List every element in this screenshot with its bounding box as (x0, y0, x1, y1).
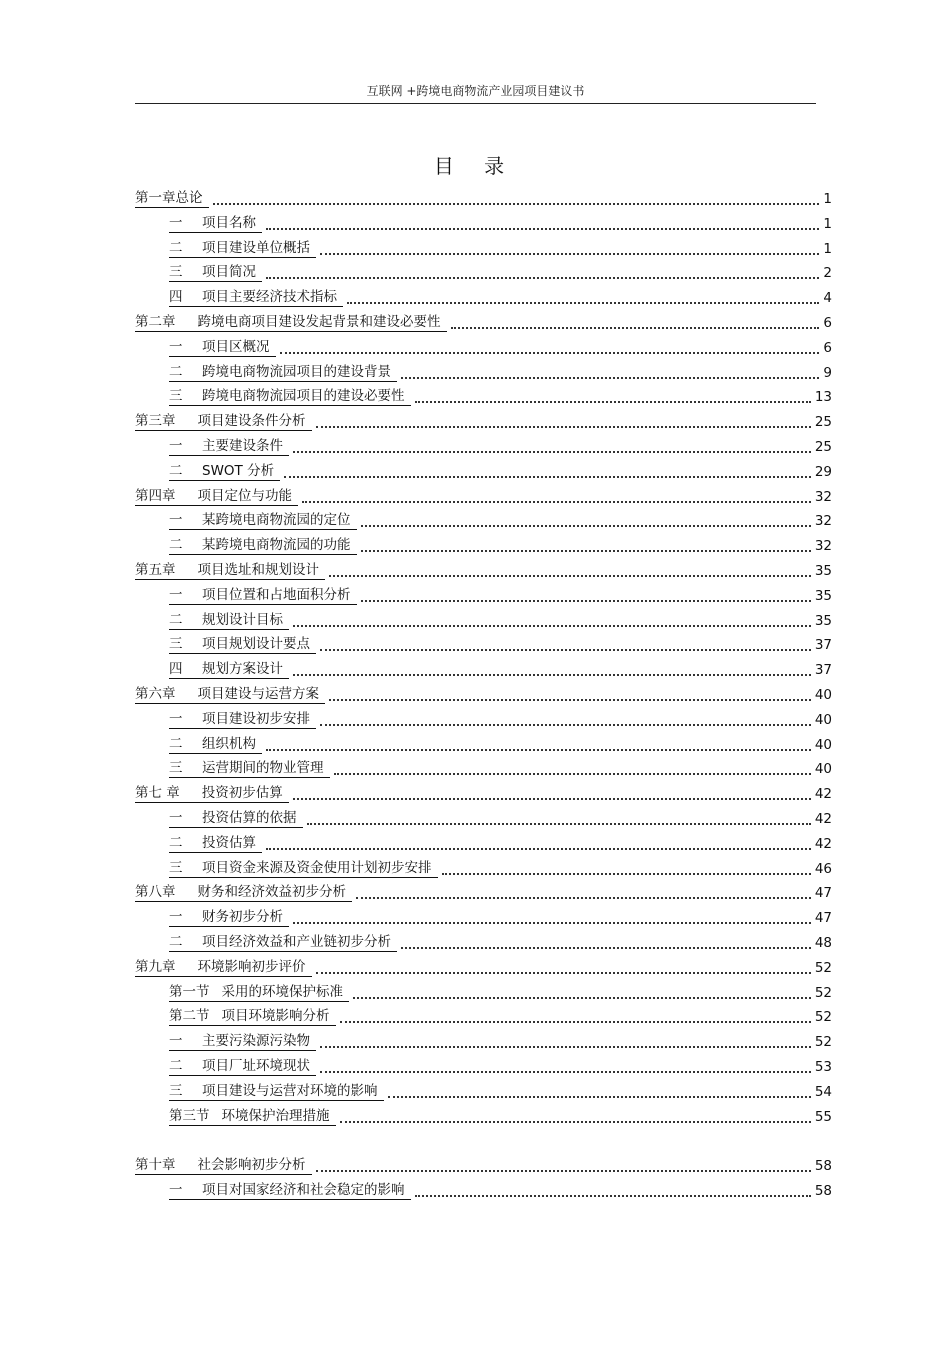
dot-leader (293, 922, 811, 924)
toc-entry-text: 主要污染源污染物 (202, 1033, 310, 1050)
toc-entry-number: 第四章 (135, 487, 176, 504)
toc-section-entry[interactable] (169, 1031, 832, 1051)
dot-leader (320, 649, 811, 651)
dot-leader (329, 575, 811, 577)
dot-leader (302, 501, 811, 503)
toc-entry-label (169, 511, 357, 530)
toc-page-number: 1 (823, 240, 832, 257)
toc-entry-text: 项目建设与运营方案 (197, 686, 319, 702)
dot-leader (451, 327, 820, 329)
toc-entry-text: 项目资金来源及资金使用计划初步安排 (202, 859, 432, 876)
toc-page-number: 1 (823, 191, 832, 207)
dot-leader (316, 972, 811, 974)
toc-entry-text: 规划设计目标 (202, 611, 283, 628)
toc-page-number: 55 (814, 1108, 832, 1125)
toc-section-entry[interactable] (169, 213, 832, 233)
toc-page-number: 2 (823, 265, 832, 282)
dot-leader (293, 451, 811, 453)
toc-entry-label (169, 263, 262, 282)
toc-page-number: 53 (814, 1059, 832, 1075)
toc-entry-label (135, 313, 447, 332)
toc-entry-text: 社会影响初步分析 (197, 1157, 306, 1174)
toc-entry-text: 项目环境影响分析 (221, 1008, 330, 1025)
toc-entry-text: 投资估算的依据 (202, 810, 297, 826)
toc-entry-number: 一 (169, 438, 183, 454)
toc-chapter-entry[interactable] (135, 1155, 832, 1175)
toc-chapter-entry[interactable] (135, 312, 832, 332)
toc-page-number: 58 (814, 1158, 832, 1175)
toc-entry-number: 一 (169, 1033, 183, 1050)
toc-entry-label (169, 288, 343, 307)
toc-page-number: 52 (814, 1009, 832, 1026)
toc-entry-number: 第二章 (135, 314, 176, 330)
dot-leader (356, 897, 811, 899)
toc-entry-text: 项目经济效益和产业链初步分析 (202, 934, 391, 950)
toc-entry-label (169, 462, 280, 481)
toc-entry-label (135, 487, 298, 506)
dot-leader (329, 699, 811, 701)
toc-page-number: 32 (814, 513, 832, 530)
dot-leader (320, 253, 819, 255)
toc-entry-text: 项目选址和规划设计 (197, 562, 319, 578)
toc-entry-label (169, 1057, 316, 1076)
toc-page-number: 42 (814, 786, 832, 803)
toc-entry-text: 项目厂址环境现状 (202, 1058, 310, 1074)
toc-section-entry[interactable] (169, 858, 832, 878)
toc-section-entry[interactable] (169, 833, 832, 853)
toc-entry-label (135, 958, 312, 977)
toc-entry-text: 财务初步分析 (202, 909, 283, 926)
toc-page-number: 6 (823, 339, 832, 356)
toc-section-entry[interactable] (169, 1006, 832, 1026)
toc-entry-label (169, 586, 357, 605)
toc-page-number: 37 (814, 637, 832, 654)
dot-leader (334, 773, 811, 775)
toc-page-number: 6 (823, 315, 832, 331)
toc-section-entry[interactable] (169, 1081, 832, 1101)
toc-entry-text: 跨境电商物流园项目的建设背景 (202, 363, 391, 380)
toc-chapter-entry[interactable] (135, 560, 832, 580)
toc-page-number: 52 (814, 984, 832, 1001)
toc-entry-text: 环境保护治理措施 (221, 1107, 330, 1124)
toc-page-number: 40 (814, 687, 832, 703)
dot-leader (361, 600, 811, 602)
toc-entry-text: 第一章总论 (135, 190, 203, 206)
dot-leader (388, 1096, 811, 1098)
toc-entry-text: 项目定位与功能 (197, 487, 292, 504)
dot-leader (307, 823, 811, 825)
toc-entry-label (135, 784, 289, 803)
toc-entry-text: 运营期间的物业管理 (202, 760, 324, 777)
toc-entry-label (169, 908, 289, 927)
toc-entry-label (169, 437, 289, 456)
toc-entry-number: 第三节 (169, 1107, 210, 1124)
dot-leader (266, 848, 811, 850)
toc-entry-number: 四 (169, 661, 183, 678)
toc-entry-number: 三 (169, 264, 183, 281)
dot-leader (401, 377, 819, 379)
toc-entry-text: 项目建设条件分析 (197, 413, 306, 430)
toc-entry-text: 财务和经济效益初步分析 (197, 884, 346, 901)
toc-entry-label (169, 1181, 411, 1200)
dot-leader (320, 724, 811, 726)
dot-leader (401, 947, 811, 949)
toc-section-entry[interactable] (169, 1056, 832, 1076)
toc-entry-label (169, 536, 357, 555)
toc-entry-number: 一 (169, 338, 183, 355)
toc-entry-number: 一 (169, 1182, 183, 1198)
toc-entry-number: 二 (169, 934, 183, 950)
dot-leader (284, 476, 811, 478)
toc-section-entry[interactable] (169, 510, 832, 530)
toc-entry-label (135, 412, 312, 431)
toc-entry-number: 二 (169, 611, 183, 628)
toc-entry-number: 一 (169, 710, 183, 727)
toc-entry-text: 跨境电商项目建设发起背景和建设必要性 (197, 314, 441, 330)
toc-section-entry[interactable] (169, 337, 832, 357)
toc-entry-number: 第三章 (135, 413, 176, 430)
toc-entry-number: 三 (169, 859, 183, 876)
toc-section-entry[interactable] (169, 907, 832, 927)
toc-page-number: 46 (814, 860, 832, 877)
toc-entry-number: 二 (169, 834, 183, 851)
toc-entry-label (169, 1082, 384, 1101)
toc-entry-text: 某跨境电商物流园的功能 (202, 537, 351, 554)
toc-entry-label (169, 809, 303, 828)
toc-page-number: 35 (814, 563, 832, 579)
dot-leader (415, 401, 811, 403)
dot-leader (316, 1170, 811, 1172)
toc-page-number: 40 (814, 736, 832, 753)
toc-entry-number: 一 (169, 586, 183, 603)
toc-page-number: 54 (814, 1083, 832, 1100)
dot-leader (340, 1121, 811, 1123)
toc-entry-label (169, 635, 316, 654)
toc-entry-text: 项目建设初步安排 (202, 710, 310, 727)
toc-entry-text: 项目名称 (202, 214, 256, 231)
toc-section-entry[interactable] (169, 585, 832, 605)
toc-page-number: 40 (814, 711, 832, 728)
dot-leader (293, 625, 811, 627)
dot-leader (280, 352, 820, 354)
toc-entry-label (169, 1107, 336, 1126)
toc-page-number: 1 (823, 215, 832, 232)
dot-leader (266, 749, 811, 751)
toc-entry-text: 跨境电商物流园项目的建设必要性 (202, 388, 405, 405)
toc-entry-label (169, 710, 316, 729)
toc-section-entry[interactable] (169, 659, 832, 679)
toc-entry-label (135, 189, 209, 208)
toc-entry-label (169, 983, 349, 1002)
toc-section-entry[interactable] (169, 610, 832, 630)
toc-page-number: 40 (814, 761, 832, 778)
toc-section-entry[interactable] (169, 1180, 832, 1200)
toc-entry-number: 一 (169, 214, 183, 231)
toc-entry-number: 四 (169, 289, 183, 306)
page-header: 互联网 +跨境电商物流产业园项目建议书 (366, 84, 585, 98)
toc-entry-text: 项目规划设计要点 (202, 636, 310, 653)
toc-section-entry[interactable] (169, 932, 832, 952)
toc-entry-number: 第九章 (135, 958, 176, 975)
toc-chapter-entry[interactable] (135, 486, 832, 506)
toc-page-number: 42 (814, 835, 832, 852)
toc-entry-text: 项目区概况 (202, 338, 270, 355)
toc-page-number: 25 (814, 414, 832, 431)
toc-section-entry[interactable] (169, 362, 832, 382)
toc-section-entry[interactable] (169, 287, 832, 307)
dot-leader (293, 798, 811, 800)
toc-entry-number: 一 (169, 810, 183, 826)
toc-entry-number: 三 (169, 636, 183, 653)
toc-section-entry[interactable] (169, 262, 832, 282)
toc-entry-label (135, 1156, 312, 1175)
toc-entry-number: 二 (169, 537, 183, 554)
toc-entry-number: 三 (169, 1082, 183, 1099)
dot-leader (415, 1195, 811, 1197)
toc-entry-label (135, 561, 325, 580)
toc-entry-text: 环境影响初步评价 (197, 958, 306, 975)
toc-entry-number: 二 (169, 735, 183, 752)
toc-entry-label (169, 611, 289, 630)
toc-entry-label (169, 239, 316, 258)
toc-entry-number: 三 (169, 760, 183, 777)
toc-page-number: 4 (823, 290, 832, 307)
toc-chapter-entry[interactable] (135, 188, 832, 208)
dot-leader (347, 302, 819, 304)
toc-entry-label (169, 759, 330, 778)
toc-section-entry[interactable] (169, 808, 832, 828)
dot-leader (213, 203, 820, 205)
toc-entry-text: 投资初步估算 (201, 785, 283, 802)
toc-entry-number: 二 (169, 363, 183, 380)
toc-section-entry[interactable] (169, 758, 832, 778)
toc-entry-number: 第十章 (135, 1157, 176, 1174)
toc-entry-label (135, 685, 325, 704)
toc-page-number: 25 (814, 439, 832, 455)
dot-leader (353, 997, 811, 999)
toc-entry-text: 项目建设与运营对环境的影响 (202, 1082, 378, 1099)
toc-section-entry[interactable] (169, 1106, 832, 1126)
header-rule (135, 103, 816, 104)
toc-entry-number: 第二节 (169, 1008, 210, 1025)
dot-leader (320, 1046, 811, 1048)
toc-entry-label (169, 859, 438, 878)
toc-page-number: 9 (823, 364, 832, 381)
toc-page-number: 42 (814, 811, 832, 827)
toc-chapter-entry[interactable] (135, 684, 832, 704)
toc-page-number: 35 (814, 587, 832, 604)
dot-leader (316, 426, 811, 428)
toc-entry-number: 第七 章 (135, 785, 180, 802)
toc-entry-label (169, 387, 411, 406)
dot-leader (320, 1071, 811, 1073)
toc-entry-label (169, 933, 397, 952)
dot-leader (293, 674, 811, 676)
toc-entry-text: 项目建设单位概括 (202, 239, 310, 256)
toc-entry-label (169, 363, 397, 382)
toc-page-number: 52 (814, 1034, 832, 1051)
toc-entry-label (135, 883, 352, 902)
toc-chapter-entry[interactable] (135, 882, 832, 902)
toc-entry-number: 二 (169, 1058, 183, 1074)
toc-section-entry[interactable] (169, 634, 832, 654)
toc-entry-number: 第一节 (169, 983, 210, 1000)
dot-leader (442, 873, 811, 875)
toc-entry-number: 一 (169, 512, 183, 529)
toc-entry-text: 投资估算 (202, 834, 256, 851)
toc-section-entry[interactable] (169, 982, 832, 1002)
toc-entry-text: 某跨境电商物流园的定位 (202, 512, 351, 529)
toc-page-number: 47 (814, 885, 832, 902)
toc-chapter-entry[interactable] (135, 411, 832, 431)
toc-entry-text: 组织机构 (202, 735, 256, 752)
toc-section-entry[interactable] (169, 386, 832, 406)
toc-entry-number: 二 (169, 239, 183, 256)
toc-chapter-entry[interactable] (135, 783, 832, 803)
toc-entry-text: 主要建设条件 (202, 438, 283, 454)
toc-entry-number: 一 (169, 909, 183, 926)
dot-leader (266, 277, 819, 279)
toc-entry-text: 规划方案设计 (202, 661, 283, 678)
toc-entry-label (169, 834, 262, 853)
toc-page-number: 52 (814, 959, 832, 976)
toc-entry-number: 三 (169, 388, 183, 405)
toc-entry-text: 项目位置和占地面积分析 (202, 586, 351, 603)
toc-entry-number: 二 (169, 462, 183, 479)
dot-leader (361, 525, 811, 527)
toc-entry-number: 第八章 (135, 884, 176, 901)
toc-page-number: 13 (814, 389, 832, 406)
toc-entry-text: 项目主要经济技术指标 (202, 289, 337, 306)
toc-page-number: 32 (814, 488, 832, 505)
toc-title: 目 录 (433, 154, 517, 178)
toc-page-number: 29 (814, 463, 832, 480)
toc-page-number: 58 (814, 1183, 832, 1199)
toc-entry-label (169, 735, 262, 754)
toc-section-entry[interactable] (169, 535, 832, 555)
toc-entry-label (169, 214, 262, 233)
toc-section-entry[interactable] (169, 734, 832, 754)
toc-page-number: 47 (814, 910, 832, 927)
dot-leader (266, 228, 819, 230)
toc-section-entry[interactable] (169, 238, 832, 258)
toc-entry-text: 采用的环境保护标准 (221, 983, 343, 1000)
toc-entry-label (169, 1032, 316, 1051)
toc-page-number: 48 (814, 935, 832, 951)
toc-entry-label (169, 338, 276, 357)
dot-leader (361, 550, 811, 552)
toc-entry-label (169, 1007, 336, 1026)
toc-section-entry[interactable] (169, 461, 832, 481)
toc-page-number: 35 (814, 612, 832, 629)
toc-section-entry[interactable] (169, 436, 832, 456)
toc-entry-text: 项目对国家经济和社会稳定的影响 (202, 1182, 405, 1198)
toc-entry-text: SWOT 分析 (202, 462, 275, 479)
toc-section-entry[interactable] (169, 709, 832, 729)
dot-leader (340, 1021, 811, 1023)
toc-entry-label (169, 660, 289, 679)
toc-page-number: 32 (814, 538, 832, 555)
toc-page-number: 37 (814, 662, 832, 679)
toc-entry-text: 项目简况 (202, 264, 256, 281)
toc-entry-number: 第五章 (135, 562, 176, 578)
toc-chapter-entry[interactable] (135, 957, 832, 977)
toc-entry-number: 第六章 (135, 686, 176, 702)
